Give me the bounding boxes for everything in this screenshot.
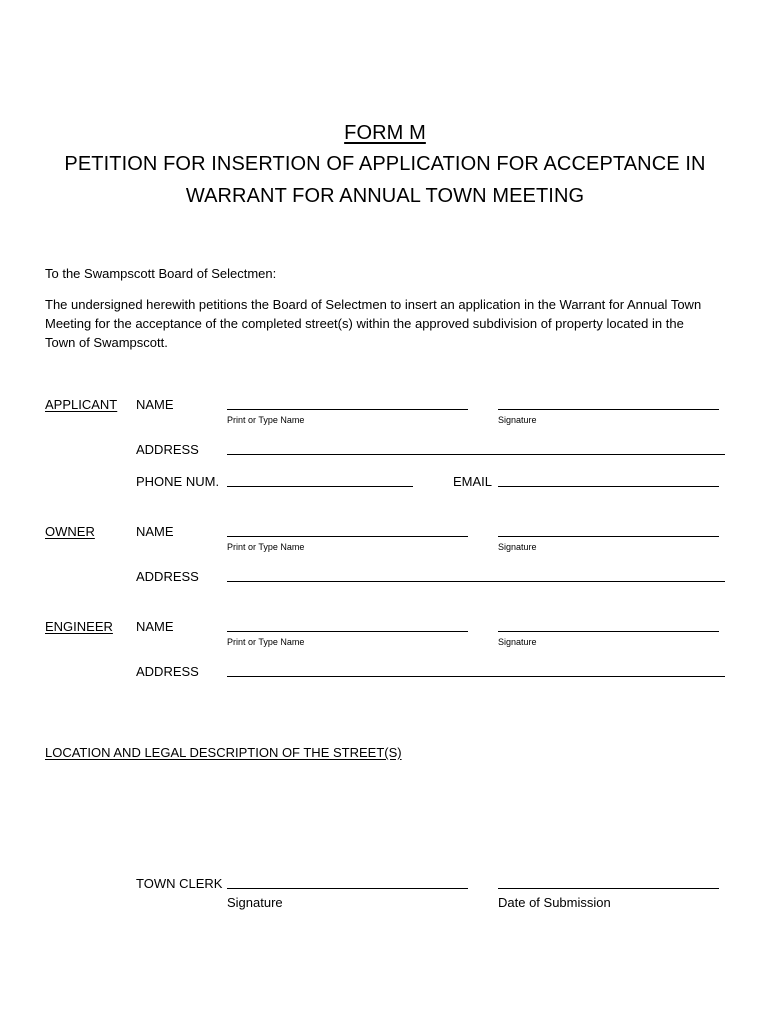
engineer-name-field[interactable]	[227, 611, 468, 631]
applicant-phone-label: PHONE NUM.	[136, 474, 220, 489]
engineer-signature-caption: Signature	[498, 637, 537, 647]
submission-date-caption: Date of Submission	[498, 895, 611, 910]
owner-signature-caption: Signature	[498, 542, 537, 552]
owner-section-label: OWNER	[45, 524, 95, 539]
form-title-line1: PETITION FOR INSERTION OF APPLICATION FOR ACCEPTANCE IN	[64, 153, 706, 175]
applicant-section-label: APPLICANT	[45, 397, 118, 412]
applicant-signature-caption: Signature	[498, 415, 537, 425]
form-title-line2: WARRANT FOR ANNUAL TOWN MEETING	[185, 185, 585, 207]
applicant-email-field[interactable]	[498, 466, 719, 486]
petition-paragraph	[45, 295, 735, 352]
town-clerk-label: TOWN CLERK	[136, 876, 223, 891]
owner-address-label: ADDRESS	[136, 569, 199, 584]
applicant-signature-line	[498, 409, 719, 410]
owner-name-field[interactable]	[227, 516, 468, 536]
applicant-email-label: EMAIL	[453, 474, 493, 489]
applicant-name-line	[227, 409, 468, 410]
engineer-address-field[interactable]	[227, 656, 725, 676]
applicant-name-field[interactable]	[227, 389, 468, 409]
owner-name-label: NAME	[136, 524, 174, 539]
town-clerk-signature-caption: Signature	[227, 895, 283, 910]
applicant-name-label: NAME	[136, 397, 174, 412]
submission-date-line	[498, 888, 719, 889]
owner-signature-line	[498, 536, 719, 537]
location-heading: LOCATION AND LEGAL DESCRIPTION OF THE STREET(S)	[45, 745, 402, 760]
engineer-print-caption: Print or Type Name	[227, 637, 305, 647]
owner-print-caption: Print or Type Name	[227, 542, 305, 552]
petition-paragraph-line2: Meeting for the acceptance of the completed street(s) within the approved subdivision of property located in the	[45, 316, 684, 331]
engineer-signature-field[interactable]	[498, 611, 719, 631]
petition-paragraph-line3: Town of Swampscott.	[45, 335, 168, 350]
applicant-phone-line	[227, 486, 413, 487]
engineer-address-line	[227, 676, 725, 677]
submission-date-field[interactable]	[498, 868, 719, 888]
applicant-signature-field[interactable]	[498, 389, 719, 409]
petition-paragraph-line1: The undersigned herewith petitions the Board of Selectmen to insert an application in the Warrant for Annual Town	[45, 297, 702, 312]
owner-address-field[interactable]	[227, 561, 725, 581]
applicant-address-line	[227, 454, 725, 455]
applicant-print-caption: Print or Type Name	[227, 415, 305, 425]
engineer-name-label: NAME	[136, 619, 174, 634]
applicant-address-field[interactable]	[227, 434, 725, 454]
town-clerk-signature-field[interactable]	[227, 868, 468, 888]
form-id: FORM M	[344, 122, 426, 144]
applicant-phone-field[interactable]	[227, 466, 413, 486]
salutation: To the Swampscott Board of Selectmen:	[45, 266, 277, 281]
owner-name-line	[227, 536, 468, 537]
engineer-signature-line	[498, 631, 719, 632]
town-clerk-signature-line	[227, 888, 468, 889]
engineer-address-label: ADDRESS	[136, 664, 199, 679]
owner-address-line	[227, 581, 725, 582]
applicant-email-line	[498, 486, 719, 487]
applicant-address-label: ADDRESS	[136, 442, 199, 457]
owner-signature-field[interactable]	[498, 516, 719, 536]
engineer-name-line	[227, 631, 468, 632]
engineer-section-label: ENGINEER	[45, 619, 113, 634]
location-description-field[interactable]	[45, 768, 725, 868]
